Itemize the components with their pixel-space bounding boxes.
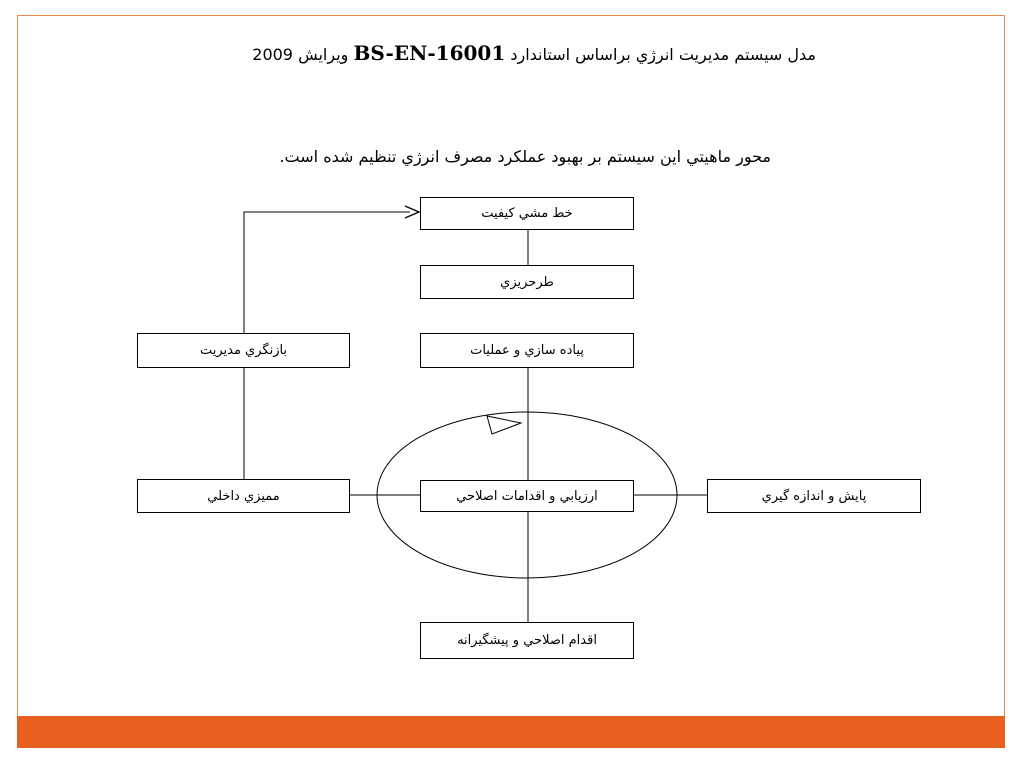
title-suffix: ويرايش 2009: [252, 45, 349, 64]
node-internal-audit: مميزي داخلي: [137, 479, 350, 513]
slide-subtitle: محور ماهيتي اين سيستم بر بهبود عملكرد مصرف انرژي تنظيم شده است.: [279, 147, 771, 166]
cycle-arrow-icon: [487, 416, 521, 434]
title-standard: BS-EN-16001: [353, 41, 506, 65]
node-monitoring: پايش و اندازه گيري: [707, 479, 921, 513]
node-checking: ارزيابي و اقدامات اصلاحي: [420, 480, 634, 512]
node-corrective-action: اقدام اصلاحي و پيشگيرانه: [420, 622, 634, 659]
node-planning: طرحريزي: [420, 265, 634, 299]
connector-review-policy: [244, 212, 410, 333]
node-management-review: بازنگري مديريت: [137, 333, 350, 368]
node-policy: خط مشي كيفيت: [420, 197, 634, 230]
node-implementation: پياده سازي و عمليات: [420, 333, 634, 368]
title-prefix: مدل سيستم مديريت انرژي براساس استاندارد: [510, 45, 816, 64]
